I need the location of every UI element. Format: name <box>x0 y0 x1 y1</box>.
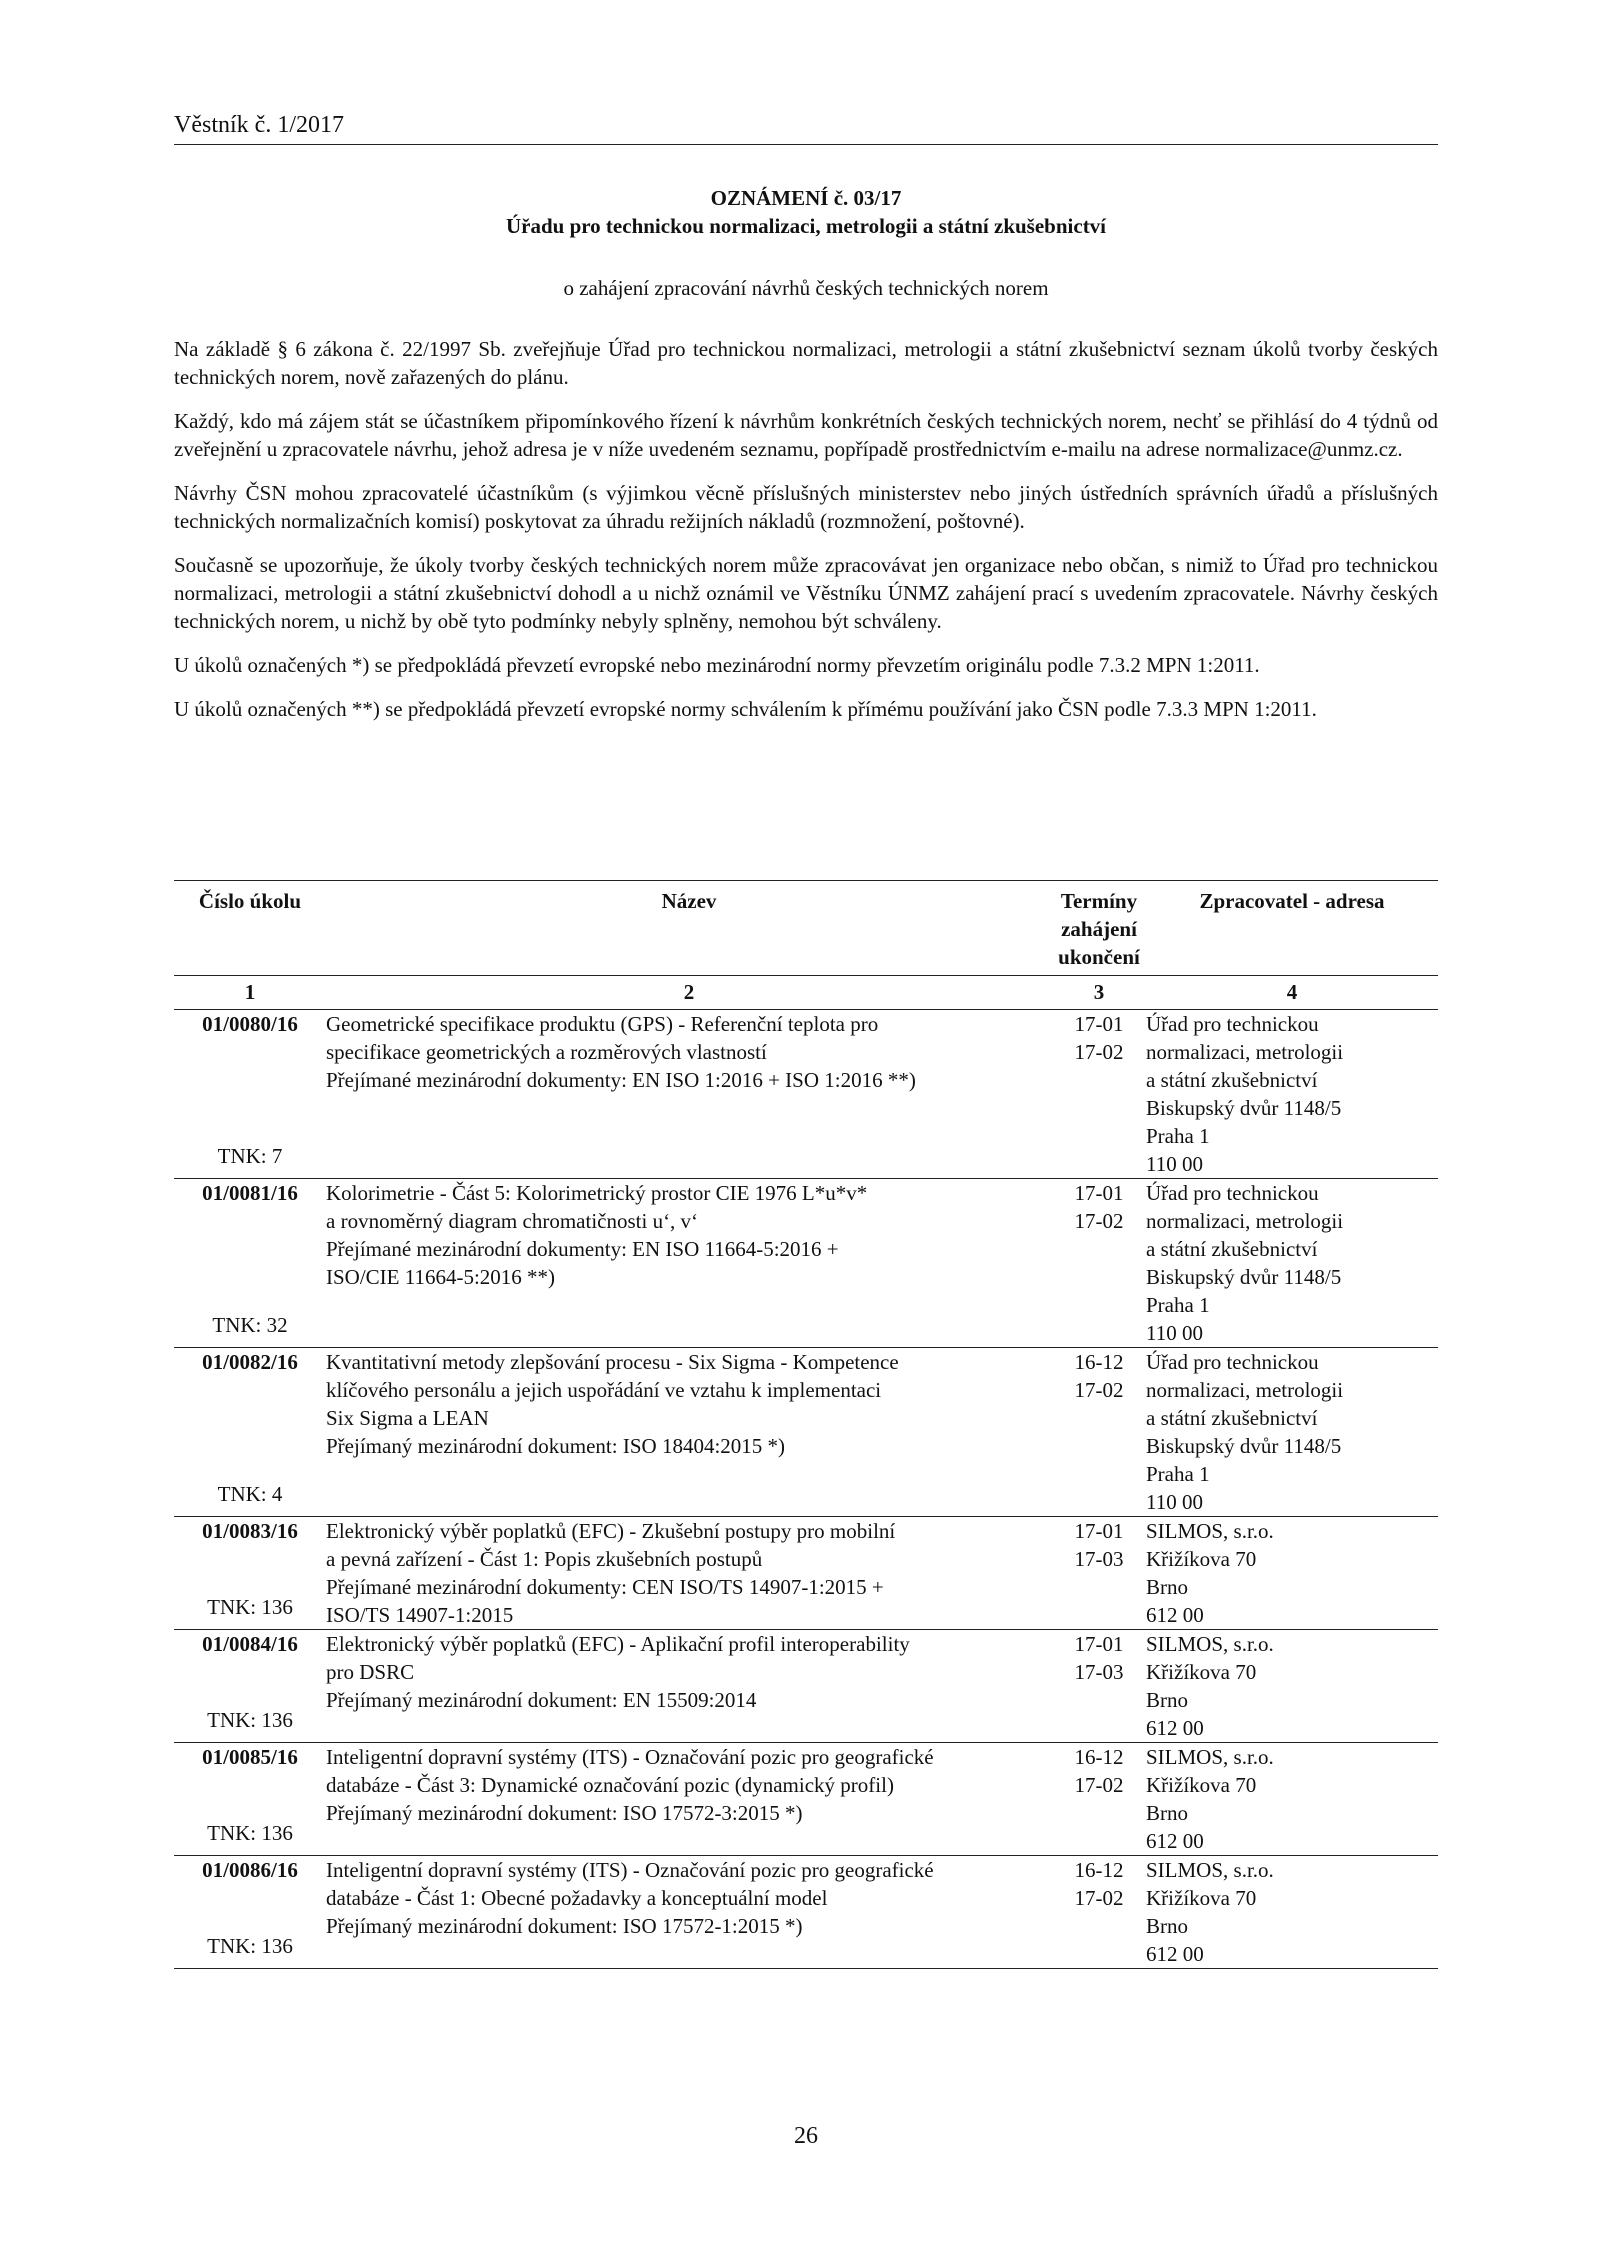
address-line: normalizaci, metrologii <box>1146 1209 1344 1233</box>
task-name-line: Inteligentní dopravní systémy (ITS) - Označování pozic pro geografické <box>326 1745 934 1769</box>
task-id: 01/0086/16 <box>202 1858 298 1882</box>
dates-header-line-2: zahájení <box>1061 917 1137 941</box>
address-line: 110 00 <box>1146 1490 1203 1514</box>
announcement-title <box>174 184 1438 240</box>
paragraph-legal-basis: Na základě § 6 zákona č. 22/1997 Sb. zveřejňuje Úřad pro technickou normalizaci, metrologii a státní zkušebnictví seznam úkolů tvorby českých technických norem, nově zařazených do plánu. <box>174 337 1438 389</box>
task-name-cell <box>326 1856 1052 1969</box>
end-date: 17-03 <box>1074 1547 1124 1571</box>
column-header-dates <box>1052 881 1146 976</box>
tnk-label: TNK: 136 <box>207 1595 293 1619</box>
table-row <box>174 1517 1438 1630</box>
address-line: a státní zkušebnictví <box>1146 1237 1318 1261</box>
task-name-line: Přejímané mezinárodní dokumenty: EN ISO 1:2016 + ISO 1:2016 **) <box>326 1068 916 1092</box>
paragraph-note-single-star: U úkolů označených *) se předpokládá převzetí evropské nebo mezinárodní normy převzetím originálu podle 7.3.2 MPN 1:2011. <box>174 653 1260 677</box>
task-id: 01/0082/16 <box>202 1350 298 1374</box>
start-date: 16-12 <box>1074 1858 1124 1882</box>
task-name-line: Six Sigma a LEAN <box>326 1406 489 1430</box>
end-date: 17-02 <box>1074 1886 1124 1910</box>
tnk-label: TNK: 32 <box>212 1313 288 1337</box>
paragraph-note-double-star: U úkolů označených **) se předpokládá převzetí evropské normy schválením k přímému používání jako ČSN podle 7.3.3 MPN 1:2011. <box>174 697 1317 721</box>
address-line: Brno <box>1146 1688 1188 1712</box>
end-date: 17-03 <box>1074 1660 1124 1684</box>
task-id: 01/0083/16 <box>202 1519 298 1543</box>
task-id: 01/0081/16 <box>202 1181 298 1205</box>
end-date: 17-02 <box>1074 1378 1124 1402</box>
task-name-line: ISO/TS 14907-1:2015 <box>326 1603 514 1627</box>
address-line: Brno <box>1146 1914 1188 1938</box>
task-dates-cell <box>1052 1743 1146 1856</box>
task-name-line: ISO/CIE 11664-5:2016 **) <box>326 1265 556 1289</box>
address-line: 612 00 <box>1146 1603 1204 1627</box>
end-date: 17-02 <box>1074 1773 1124 1797</box>
address-line: Křižíkova 70 <box>1146 1547 1257 1571</box>
address-line: normalizaci, metrologii <box>1146 1040 1344 1064</box>
address-line: Biskupský dvůr 1148/5 <box>1146 1265 1342 1289</box>
table-row <box>174 1630 1438 1743</box>
task-name-line: a pevná zařízení - Část 1: Popis zkušebních postupů <box>326 1547 763 1571</box>
tnk-label: TNK: 136 <box>207 1934 293 1958</box>
address-line: Křižíkova 70 <box>1146 1773 1257 1797</box>
column-number-4: 4 <box>1146 976 1438 1010</box>
address-line: 612 00 <box>1146 1829 1204 1853</box>
table-row <box>174 1348 1438 1517</box>
task-name-line: Přejímané mezinárodní dokumenty: CEN ISO/TS 14907-1:2015 + <box>326 1575 884 1599</box>
task-name-cell <box>326 1517 1052 1630</box>
column-number-row <box>174 976 1438 1010</box>
task-name-line: a rovnoměrný diagram chromatičnosti u‘, v‘ <box>326 1209 699 1233</box>
address-line: Brno <box>1146 1575 1188 1599</box>
address-line: SILMOS, s.r.o. <box>1146 1519 1274 1543</box>
task-name-line: specifikace geometrických a rozměrových vlastností <box>326 1040 767 1064</box>
address-line: Křižíkova 70 <box>1146 1886 1257 1910</box>
processor-address-cell <box>1146 1348 1438 1517</box>
task-name-line: Elektronický výběr poplatků (EFC) - Aplikační profil interoperability <box>326 1632 910 1656</box>
column-number-3: 3 <box>1052 976 1146 1010</box>
address-line: Úřad pro technickou <box>1146 1350 1319 1374</box>
task-name-line: Inteligentní dopravní systémy (ITS) - Označování pozic pro geografické <box>326 1858 934 1882</box>
address-line: 612 00 <box>1146 1942 1204 1966</box>
tnk-label: TNK: 136 <box>207 1821 293 1845</box>
address-line: Biskupský dvůr 1148/5 <box>1146 1434 1342 1458</box>
processor-address-cell <box>1146 1743 1438 1856</box>
address-line: SILMOS, s.r.o. <box>1146 1745 1274 1769</box>
address-line: Praha 1 <box>1146 1124 1210 1148</box>
task-name-cell <box>326 1010 1052 1179</box>
paragraph-participation: Každý, kdo má zájem stát se účastníkem připomínkového řízení k návrhům konkrétních českých technických norem, nechť se přihlásí do 4 týdnů od zveřejnění u zpracovatele návrhu, jehož adresa je v níže uvedeném seznamu, popřípadě prostřednictvím e-mailu na adrese normalizace@unmz.cz. <box>174 409 1438 461</box>
task-id: 01/0084/16 <box>202 1632 298 1656</box>
address-line: Úřad pro technickou <box>1146 1012 1319 1036</box>
task-name-line: Přejímaný mezinárodní dokument: ISO 17572-1:2015 *) <box>326 1914 803 1938</box>
column-number-1: 1 <box>174 976 326 1010</box>
task-name-cell <box>326 1630 1052 1743</box>
start-date: 17-01 <box>1074 1632 1124 1656</box>
task-name-cell <box>326 1179 1052 1348</box>
task-name-cell <box>326 1348 1052 1517</box>
task-number-cell <box>174 1348 326 1517</box>
address-line: Křižíkova 70 <box>1146 1660 1257 1684</box>
task-name-line: Kolorimetrie - Část 5: Kolorimetrický prostor CIE 1976 L*u*v* <box>326 1181 868 1205</box>
address-line: SILMOS, s.r.o. <box>1146 1858 1274 1882</box>
page-number: 26 <box>794 2123 818 2149</box>
task-number-cell <box>174 1010 326 1179</box>
end-date: 17-02 <box>1074 1040 1124 1064</box>
processor-address-cell <box>1146 1517 1438 1630</box>
announcement-body <box>174 335 1438 739</box>
announcement-number: OZNÁMENÍ č. 03/17 <box>710 186 902 210</box>
task-name-line: Přejímané mezinárodní dokumenty: EN ISO 11664-5:2016 + <box>326 1237 839 1261</box>
address-line: Biskupský dvůr 1148/5 <box>1146 1096 1342 1120</box>
paragraph-notice: Současně se upozorňuje, že úkoly tvorby českých technických norem může zpracovávat jen organizace nebo občan, s nimiž to Úřad pro technickou normalizaci, metrologii a státní zkušebnictví dohodl a u nichž oznámil ve Věstníku ÚNMZ zahájení prací s uvedením zpracovatele. Návrhy českých technických norem, u nichž by obě tyto podmínky nebyly splněny, nemohou být schváleny. <box>174 553 1438 633</box>
table-row <box>174 1010 1438 1179</box>
table-row <box>174 1179 1438 1348</box>
address-line: Praha 1 <box>1146 1293 1210 1317</box>
task-number-cell <box>174 1179 326 1348</box>
column-number-2: 2 <box>326 976 1052 1010</box>
task-rows <box>174 1010 1438 1969</box>
task-id: 01/0085/16 <box>202 1745 298 1769</box>
address-line: Brno <box>1146 1801 1188 1825</box>
tnk-label: TNK: 4 <box>217 1482 283 1506</box>
task-dates-cell <box>1052 1348 1146 1517</box>
task-number-cell <box>174 1517 326 1630</box>
start-date: 17-01 <box>1074 1519 1124 1543</box>
start-date: 16-12 <box>1074 1745 1124 1769</box>
task-name-line: klíčového personálu a jejich uspořádání ve vztahu k implementaci <box>326 1378 882 1402</box>
task-name-line: Přejímaný mezinárodní dokument: ISO 18404:2015 *) <box>326 1434 786 1458</box>
processor-address-cell <box>1146 1630 1438 1743</box>
announcement-subtitle: o zahájení zpracování návrhů českých technických norem <box>563 276 1049 300</box>
address-line: Úřad pro technickou <box>1146 1181 1319 1205</box>
task-name-line: Přejímaný mezinárodní dokument: EN 15509:2014 <box>326 1688 757 1712</box>
tnk-label: TNK: 7 <box>217 1144 283 1168</box>
task-dates-cell <box>1052 1630 1146 1743</box>
address-line: a státní zkušebnictví <box>1146 1068 1318 1092</box>
running-header: Věstník č. 1/2017 <box>174 110 1438 145</box>
dates-header-line-3: ukončení <box>1058 945 1140 969</box>
task-name-cell <box>326 1743 1052 1856</box>
tasks-table <box>174 880 1438 1969</box>
table-row <box>174 1743 1438 1856</box>
task-dates-cell <box>1052 1856 1146 1969</box>
column-header-task-number: Číslo úkolu <box>174 881 326 976</box>
address-line: 110 00 <box>1146 1152 1203 1176</box>
task-number-cell <box>174 1743 326 1856</box>
processor-address-cell <box>1146 1179 1438 1348</box>
end-date: 17-02 <box>1074 1209 1124 1233</box>
processor-address-cell <box>1146 1010 1438 1179</box>
processor-address-cell <box>1146 1856 1438 1969</box>
task-name-line: databáze - Část 1: Obecné požadavky a konceptuální model <box>326 1886 828 1910</box>
address-line: normalizaci, metrologii <box>1146 1378 1344 1402</box>
start-date: 17-01 <box>1074 1181 1124 1205</box>
table-row <box>174 1856 1438 1969</box>
dates-header-line-1: Termíny <box>1060 889 1138 913</box>
task-number-cell <box>174 1630 326 1743</box>
start-date: 17-01 <box>1074 1012 1124 1036</box>
task-name-line: pro DSRC <box>326 1660 415 1684</box>
task-id: 01/0080/16 <box>202 1012 298 1036</box>
task-dates-cell <box>1052 1517 1146 1630</box>
task-name-line: Kvantitativní metody zlepšování procesu - Six Sigma - Kompetence <box>326 1350 899 1374</box>
address-line: SILMOS, s.r.o. <box>1146 1632 1274 1656</box>
task-name-line: Geometrické specifikace produktu (GPS) - Referenční teplota pro <box>326 1012 879 1036</box>
address-line: Praha 1 <box>1146 1462 1210 1486</box>
task-number-cell <box>174 1856 326 1969</box>
start-date: 16-12 <box>1074 1350 1124 1374</box>
table-header-row <box>174 881 1438 976</box>
task-dates-cell <box>1052 1179 1146 1348</box>
column-header-name: Název <box>326 881 1052 976</box>
task-dates-cell <box>1052 1010 1146 1179</box>
task-name-line: databáze - Část 3: Dynamické označování pozic (dynamický profil) <box>326 1773 894 1797</box>
address-line: 612 00 <box>1146 1716 1204 1740</box>
issuing-office: Úřadu pro technickou normalizaci, metrologii a státní zkušebnictví <box>505 214 1107 238</box>
address-line: a státní zkušebnictví <box>1146 1406 1318 1430</box>
task-name-line: Elektronický výběr poplatků (EFC) - Zkušební postupy pro mobilní <box>326 1519 896 1543</box>
task-name-line: Přejímaný mezinárodní dokument: ISO 17572-3:2015 *) <box>326 1801 803 1825</box>
paragraph-drafts: Návrhy ČSN mohou zpracovatelé účastníkům (s výjimkou věcně příslušných ministerstev nebo jiných ústředních správních úřadů a příslušných technických normalizačních komisí) poskytovat za úhradu režijních nákladů (rozmnožení, poštovné). <box>174 481 1438 533</box>
address-line: 110 00 <box>1146 1321 1203 1345</box>
tnk-label: TNK: 136 <box>207 1708 293 1732</box>
column-header-processor: Zpracovatel - adresa <box>1146 881 1438 976</box>
